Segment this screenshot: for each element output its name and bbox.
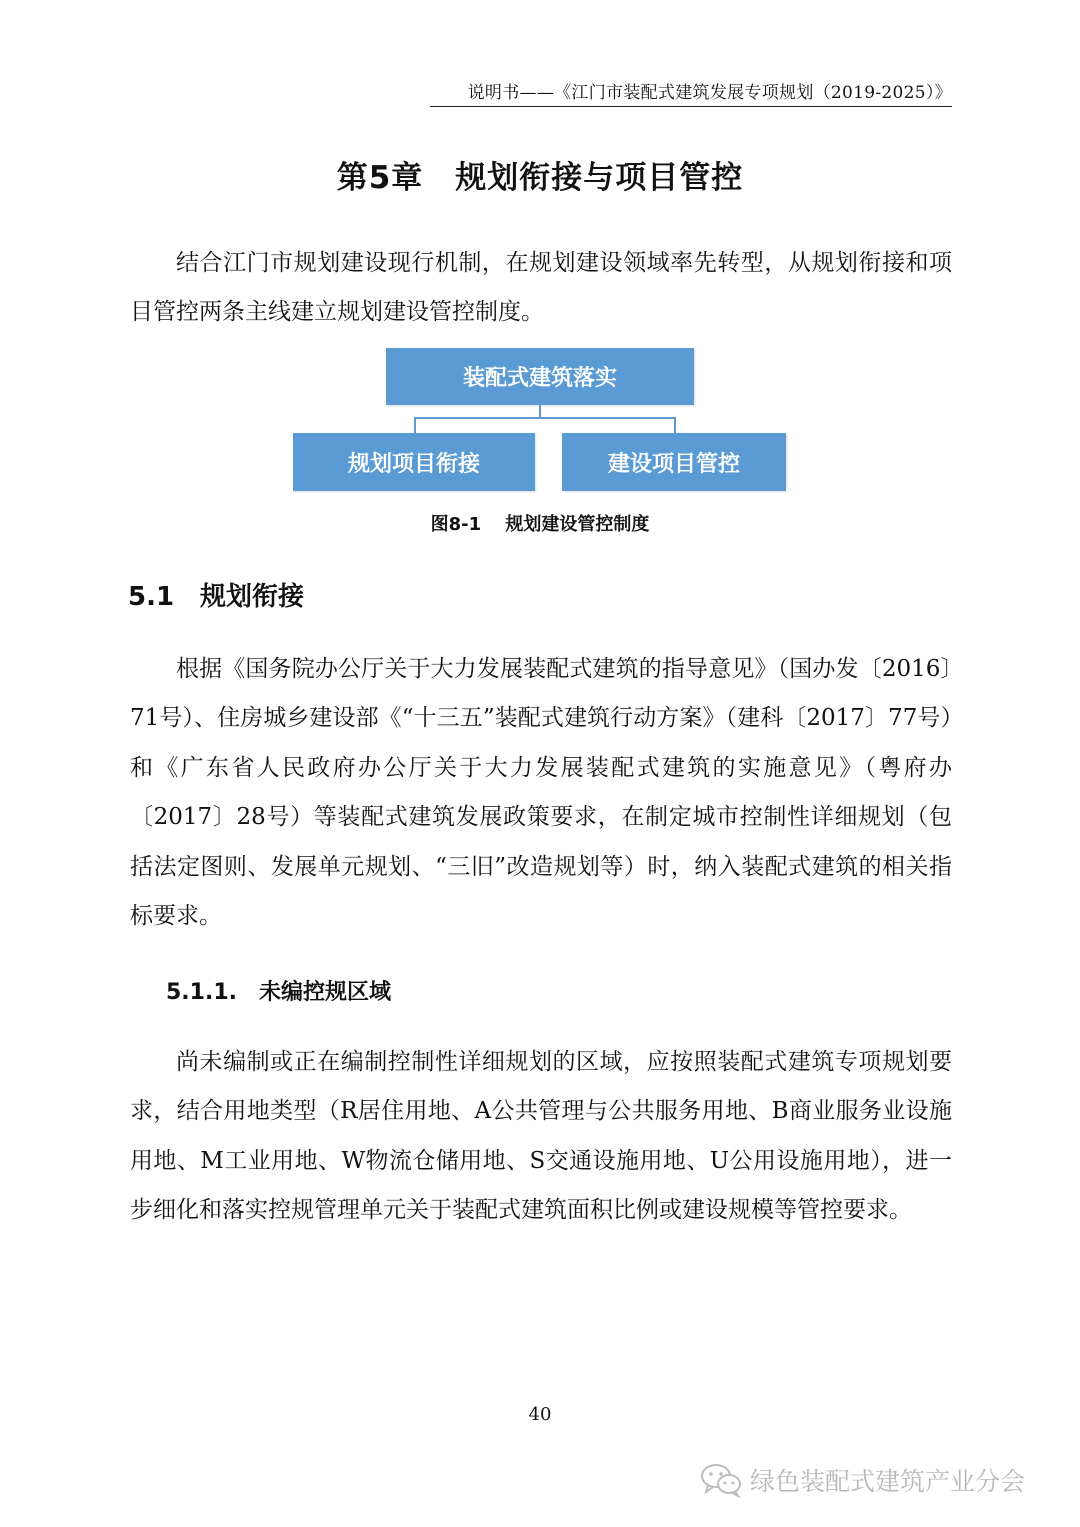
section-heading-5-1: 5.1 规划衔接 xyxy=(128,582,305,612)
chapter-title: 第5章 规划衔接与项目管控 xyxy=(336,160,744,196)
connector-right-drop xyxy=(674,417,676,433)
diagram-right-box: 建设项目管控 xyxy=(562,433,786,491)
diagram-top-box: 装配式建筑落实 xyxy=(386,348,694,405)
figure-caption: 图8-1 规划建设管控制度 xyxy=(430,514,650,535)
watermark-text: 绿色装配式建筑产业分会 xyxy=(750,1467,1026,1496)
section-5-1-paragraph: 根据《国务院办公厅关于大力发展装配式建筑的指导意见》（国办发〔2016〕71号）、住房城乡建设部《“十三五”装配式建筑行动方案》（建科〔2017〕77号）和《广东省人民政府办公厅关于大力发展装配式建筑的实施意见》（粤府办〔2017〕28号）等装配式建筑发展政策要求，在制定城市控制性详细规划（包括法定图则、发展单元规划、“三旧”改造规划等）时，纳入装配式建筑的相关指标要求。 xyxy=(130,656,952,930)
connector-left-drop xyxy=(414,417,416,433)
page-header: 说明书——《江门市装配式建筑发展专项规划（2019-2025）》 xyxy=(430,78,952,107)
intro-paragraph: 结合江门市规划建设现行机制，在规划建设领域率先转型，从规划衔接和项目管控两条主线建立规划建设管控制度。 xyxy=(130,250,952,326)
watermark xyxy=(700,1460,1025,1500)
page-number: 40 xyxy=(528,1404,552,1425)
wechat-icon xyxy=(700,1462,742,1498)
section-heading-5-1-1: 5.1.1. 未编控规区域 xyxy=(166,980,391,1005)
diagram-left-box: 规划项目衔接 xyxy=(293,433,535,491)
connector-horizontal xyxy=(414,417,676,419)
section-5-1-1-paragraph: 尚未编制或正在编制控制性详细规划的区域，应按照装配式建筑专项规划要求，结合用地类型（R居住用地、A公共管理与公共服务用地、B商业服务业设施用地、M工业用地、W物流仓储用地、S交通设施用地、U公用设施用地），进一步细化和落实控规管理单元关于装配式建筑面积比例或建设规模等管控要求。 xyxy=(130,1049,952,1224)
